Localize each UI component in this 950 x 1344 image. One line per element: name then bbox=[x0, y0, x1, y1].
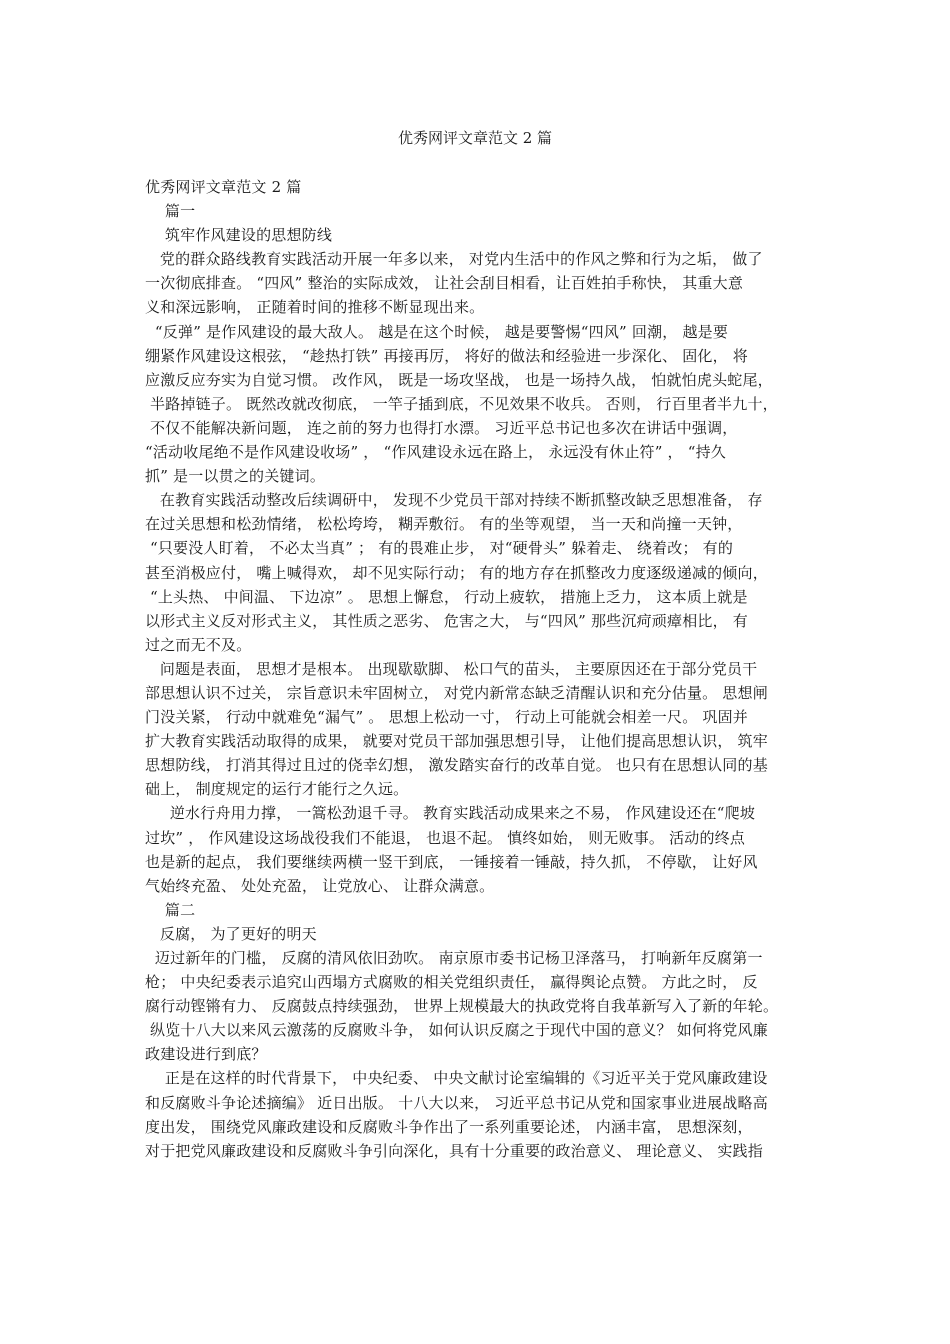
text-line: 和反腐败斗争论述摘编》 近日出版。 十八大以来， 习近平总书记从党和国家事业进展战略高 bbox=[145, 1093, 768, 1112]
text-line: 问题是表面， 思想才是根本。 出现歇歇脚、 松口气的苗头， 主要原因还在于部分党员干 bbox=[145, 659, 758, 678]
text-line: 政建设进行到底？ bbox=[145, 1045, 267, 1064]
text-line: 迈过新年的门槛， 反腐的清风依旧劲吹。 南京原市委书记杨卫泽落马， 打响新年反腐第一 bbox=[145, 949, 763, 967]
text-line: 枪； 中央纪委表示追究山西塌方式腐败的相关党组织责任， 赢得舆论点赞。 方此之时， 反 bbox=[145, 973, 758, 992]
document-body bbox=[145, 175, 815, 1163]
document-title: 优秀网评文章范文 2 篇 bbox=[397, 129, 553, 147]
text-line: 应激反应夯实为自觉习惯。 改作风， 既是一场攻坚战， 也是一场持久战， 怕就怕虎头蛇尾， bbox=[145, 370, 773, 389]
text-line: 义和深远影响， 正随着时间的推移不断显现出来。 bbox=[145, 298, 485, 317]
text-line: “活动收尾绝不是作风建设收场” ， “作风建设永远在路上， 永远没有休止符” ， “持久 bbox=[145, 443, 726, 462]
text-line: 抓” 是一以贯之的关键词。 bbox=[145, 467, 326, 486]
text-line: 篇一 bbox=[145, 202, 196, 221]
text-line: 也是新的起点， 我们要继续两横一竖干到底， 一锤接着一锤敲，持久抓， 不停歇， 让好风 bbox=[145, 852, 758, 871]
text-line: “上头热、 中间温、 下边凉” 。 思想上懈怠， 行动上疲软， 措施上乏力， 这本质上就是 bbox=[145, 587, 748, 606]
text-line: “反弹” 是作风建设的最大敌人。 越是在这个时候， 越是要警惕“四风” 回潮， 越是要 bbox=[145, 322, 729, 341]
text-line: 腐行动铿锵有力、 反腐鼓点持续强劲， 世界上规模最大的执政党将自我革新写入了新的年轮。 bbox=[145, 997, 779, 1016]
text-line: 对于把党风廉政建设和反腐败斗争引向深化，具有十分重要的政治意义、 理论意义、 实践指 bbox=[145, 1141, 763, 1160]
text-line: 一次彻底排查。 “四风” 整治的实际成效， 让社会刮目相看，让百姓拍手称快， 其重大意 bbox=[145, 274, 744, 293]
text-line: 过坎” ， 作风建设这场战役我们不能退， 也退不起。 慎终如始， 则无败事。 活动的终点 bbox=[145, 828, 746, 847]
text-line: 党的群众路线教育实践活动开展一年多以来， 对党内生活中的作风之弊和行为之垢， 做了 bbox=[145, 250, 763, 269]
text-line: 不仅不能解决新问题， 连之前的努力也得打水漂。 习近平总书记也多次在讲话中强调， bbox=[145, 418, 738, 437]
text-line: 过之而无不及。 bbox=[145, 635, 252, 654]
text-line: 纵览十八大以来风云激荡的反腐败斗争， 如何认识反腐之于现代中国的意义？ 如何将党风廉 bbox=[145, 1021, 768, 1040]
text-line: 篇二 bbox=[145, 900, 196, 919]
text-line: 半路掉链子。 既然改就改彻底， 一竿子插到底，不见效果不收兵。 否则， 行百里者半九十， bbox=[145, 394, 778, 413]
text-line: 筑牢作风建设的思想防线 bbox=[145, 226, 333, 245]
text-line: 气始终充盈、 处处充盈， 让党放心、 让群众满意。 bbox=[145, 876, 495, 895]
text-line: 绷紧作风建设这根弦， “趁热打铁” 再接再厉， 将好的做法和经验进一步深化、 固化， 将 bbox=[145, 346, 748, 365]
text-line: 部思想认识不过关， 宗旨意识未牢固树立， 对党内新常态缺乏清醒认识和充分估量。 思想闸 bbox=[145, 683, 768, 702]
text-line: 甚至消极应付， 嘴上喊得欢， 却不见实际行动； 有的地方存在抓整改力度逐级递减的倾向， bbox=[145, 563, 768, 582]
text-line: 扩大教育实践活动取得的成果， 就要对党员干部加强思想引导， 让他们提高思想认识， 筑牢 bbox=[145, 732, 768, 751]
text-line: 逆水行舟用力撑， 一篙松劲退千寻。 教育实践活动成果来之不易， 作风建设还在“爬坡 bbox=[145, 804, 756, 823]
text-line: 础上， 制度规定的运行才能行之久远。 bbox=[145, 780, 409, 799]
text-line: 正是在这样的时代背景下， 中央纪委、 中央文献讨论室编辑的《习近平关于党风廉政建设 bbox=[145, 1069, 768, 1088]
text-line: 在教育实践活动整改后续调研中， 发现不少党员干部对持续不断抓整改缺乏思想准备， 存 bbox=[145, 491, 763, 510]
text-line: 优秀网评文章范文 2 篇 bbox=[145, 178, 302, 196]
text-line: 反腐， 为了更好的明天 bbox=[145, 924, 317, 943]
text-line: 思想防线， 打消其得过且过的侥幸幻想， 激发踏实奋行的改革自觉。 也只有在思想认同的基 bbox=[145, 756, 768, 775]
text-line: 度出发， 围绕党风廉政建设和反腐败斗争作出了一系列重要论述， 内涵丰富， 思想深刻， bbox=[145, 1117, 753, 1136]
text-line: “只要没人盯着， 不必太当真” ； 有的畏难止步， 对“硬骨头” 躲着走、 绕着改； 有的 bbox=[145, 539, 734, 558]
text-line: 以形式主义反对形式主义， 其性质之恶劣、 危害之大， 与“四风” 那些沉疴顽瘴相比， 有 bbox=[145, 611, 748, 630]
text-line: 门没关紧， 行动中就难免“漏气” 。 思想上松动一寸， 行动上可能就会相差一尺。 巩固并 bbox=[145, 708, 748, 727]
text-line: 在过关思想和松劲情绪， 松松垮垮， 糊弄敷衍。 有的坐等观望， 当一天和尚撞一天钟， bbox=[145, 515, 743, 534]
